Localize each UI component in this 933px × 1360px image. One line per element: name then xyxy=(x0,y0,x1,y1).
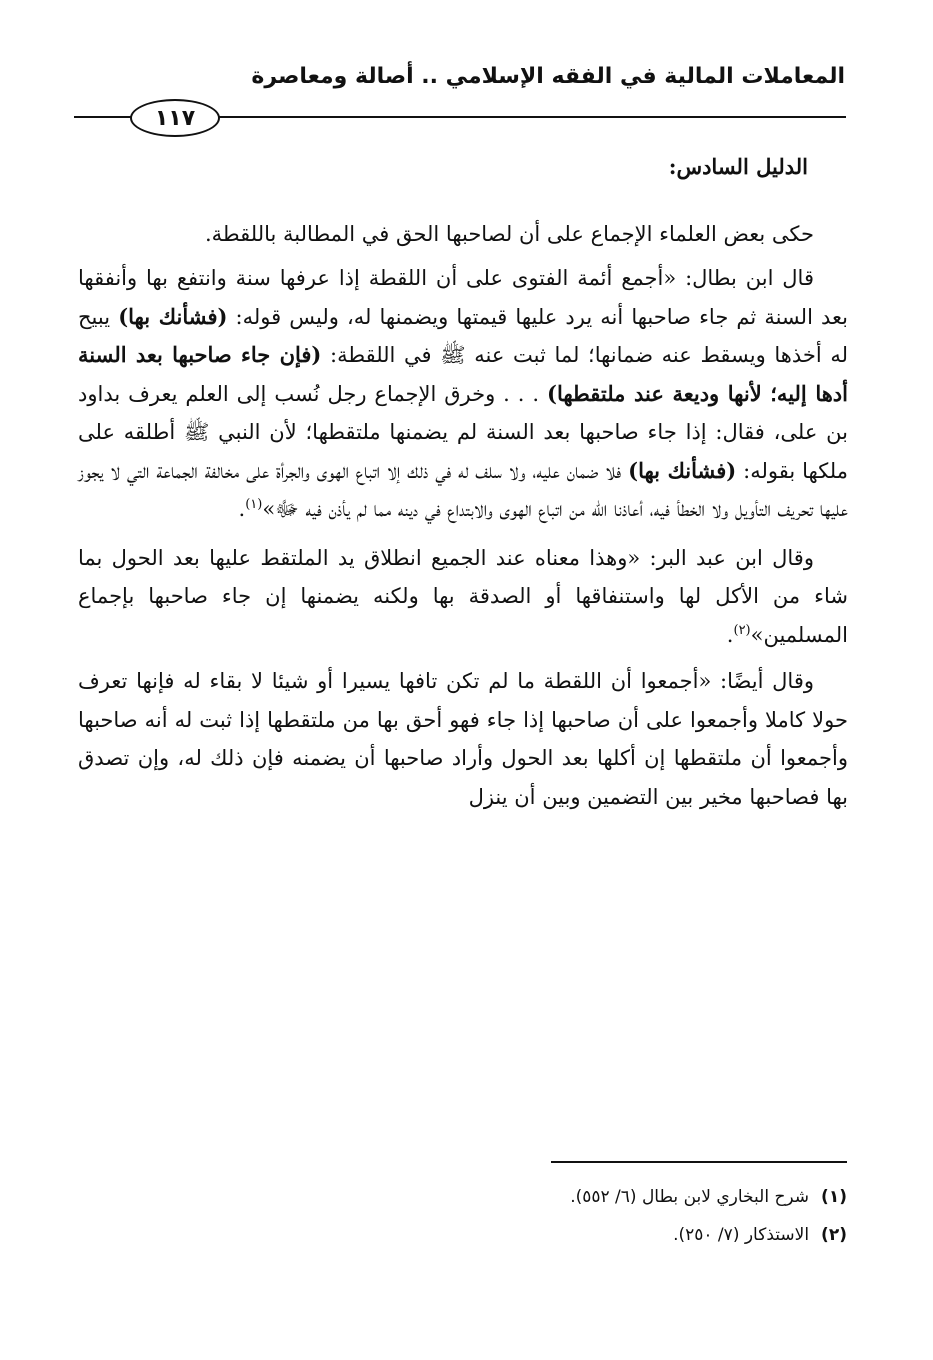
hadith-quote-3: (فشأنك بها) xyxy=(628,457,737,483)
footnote-text: الاستذكار (٧/ ٢٥٠). xyxy=(673,1225,810,1245)
footnote-marker: (١) xyxy=(821,1187,847,1207)
footnote xyxy=(147,1178,847,1216)
paragraph-1: حكى بعض العلماء الإجماع على أن لصاحبها الحق في المطالبة باللقطة. xyxy=(205,221,814,246)
footnotes xyxy=(147,1178,847,1254)
paragraph-2-end: . xyxy=(238,497,246,521)
footnote-marker: (٢) xyxy=(821,1225,847,1245)
footnote-ref-1: (١) xyxy=(245,497,263,512)
paragraph-3-text: وقال ابن عبد البر: «وهذا معناه عند الجميع انطلاق يد الملتقط عليها بعد الحول بما شاء من الأكل لها واستنفاقها أو الصدقة بها ولكنه يضمنها إن جاء صاحبها بإجماع المسلمين» xyxy=(78,545,848,647)
paragraph-2-text-4: فلا ضمان عليه، ولا سلف له في ذلك إلا اتباع الهوى والجرأة على مخالفة الجماعة التي لا يجوز عليها تحريف التأويل ولا الخطأ فيه، أعاذنا الله من اتباع الهوى والابتداع في دينه مما لم يأذن فيه ﷻ» xyxy=(78,458,848,521)
paragraph-2-text-2: يبيح له أخذها ويسقط عنه ضمانها؛ لما ثبت عنه ﷺ في اللقطة: xyxy=(78,304,848,367)
footnote-ref-2: (٢) xyxy=(733,622,751,638)
main-text xyxy=(78,148,848,816)
paragraph-2-text-1: قال ابن بطال: «أجمع أئمة الفتوى على أن اللقطة إذا عرفها سنة وانتفع بها وأنفقها بعد السنة ثم جاء صاحبها أنه يرد عليها قيمتها ويضمنها له، وليس قوله: xyxy=(78,266,848,329)
paragraph-3 xyxy=(78,539,848,655)
section-heading: الدليل السادس: xyxy=(668,154,808,179)
footnote-text: شرح البخاري لابن بطال (٦/ ٥٥٢). xyxy=(570,1187,810,1207)
paragraph-4: وقال أيضًا: «أجمعوا أن اللقطة ما لم تكن تافها يسيرا أو شيئا لا بقاء له فإنها تعرف حولا كاملا وأجمعوا على أن صاحبها إذا جاء فهو أحق بها من ملتقطها إذا ثبت له أنه صاحبها وأجمعوا أن ملتقطها إن أكلها بعد الحول وأراد صاحبها أن يضمنه فإن ذلك له، وإن تصدق بها فصاحبها مخير بين التضمين وبين أن ينزل xyxy=(78,669,848,809)
paragraph-2 xyxy=(78,259,848,529)
hadith-quote-1: (فشأنك بها) xyxy=(118,303,228,329)
footnote-rule xyxy=(551,1161,847,1163)
paragraph-3-end: . xyxy=(726,622,734,647)
footnote xyxy=(147,1216,847,1254)
page-number: ١١٧ xyxy=(130,99,220,137)
hadith-quote-2: (فإن جاء صاحبها بعد السنة أدها إليه؛ لأنها وديعة عند ملتقطها) xyxy=(78,342,848,406)
running-header: المعاملات المالية في الفقه الإسلامي .. أصالة ومعاصرة xyxy=(251,64,845,89)
paragraph-2-text-3: . . . وخرق الإجماع رجل نُسب إلى العلم يعرف بداود بن على، فقال: إذا جاء صاحبها بعد السنة لم يضمنها ملتقطها؛ لأن النبي ﷺ أطلقه على ملكها بقوله: xyxy=(78,381,849,483)
